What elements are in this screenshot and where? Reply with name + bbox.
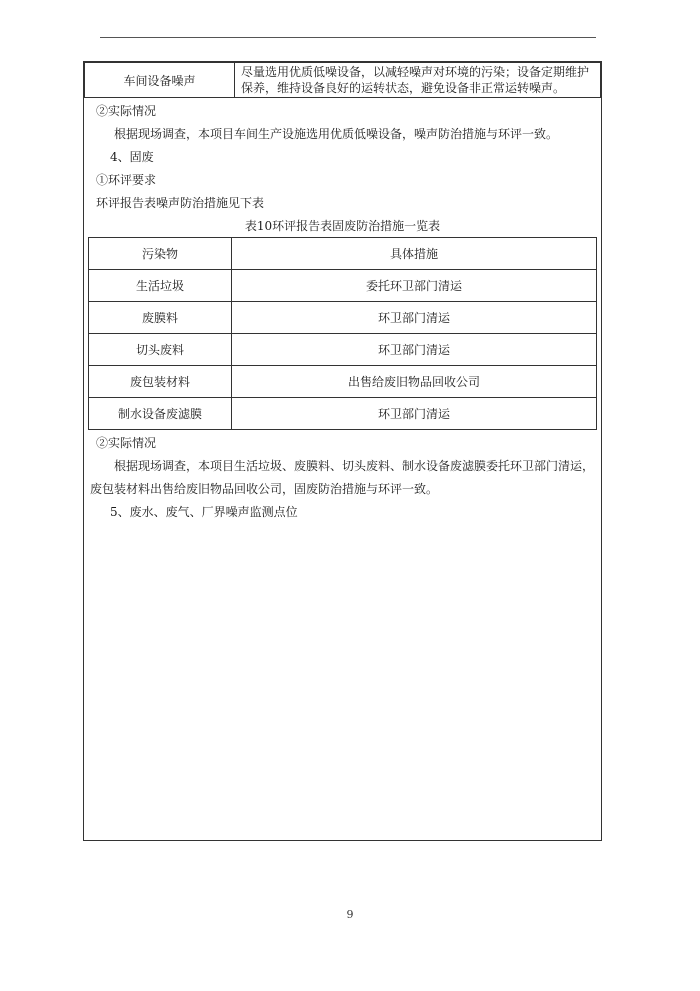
table-header-row [89,238,597,270]
solid-waste-intro: 环评报告表噪声防治措施见下表 [96,196,265,210]
pollutant-cell: 废膜料 [89,302,232,334]
pollutant-cell: 生活垃圾 [89,270,232,302]
table-row [89,366,597,398]
monitoring-section-title: 5、废水、废气、厂界噪声监测点位 [110,505,298,519]
solid-waste-table [88,237,597,430]
table-row [89,270,597,302]
table-row [89,334,597,366]
table-row [85,63,601,98]
page-number: 9 [346,908,354,921]
noise-measure-cell: 尽量选用优质低噪设备，以减轻噪声对环境的污染；设备定期维护保养，维持设备良好的运转状态，避免设备非正常运转噪声。 [235,63,601,98]
measure-cell: 环卫部门清运 [232,398,597,430]
pollutant-cell: 切头废料 [89,334,232,366]
noise-measures-table [84,62,601,98]
solid-waste-actual-heading: ②实际情况 [96,436,157,450]
noise-actual-text: 根据现场调查，本项目车间生产设施选用优质低噪设备，噪声防治措施与环评一致。 [114,127,559,141]
content-inner [88,62,597,524]
measure-cell: 委托环卫部门清运 [232,270,597,302]
measure-cell: 环卫部门清运 [232,334,597,366]
table-row [89,302,597,334]
column-header: 污染物 [89,238,232,270]
noise-source-cell: 车间设备噪声 [85,63,235,98]
table-row [89,398,597,430]
solid-waste-table-caption: 表10环评报告表固废防治措施一览表 [244,219,441,233]
pollutant-cell: 废包装材料 [89,366,232,398]
column-header: 具体措施 [232,238,597,270]
solid-waste-section-title: 4、固废 [110,150,154,164]
content-frame [83,61,602,841]
measure-cell: 出售给废旧物品回收公司 [232,366,597,398]
solid-waste-actual-text: 根据现场调查，本项目生活垃圾、废膜料、切头废料、制水设备废滤膜委托环卫部门清运，废包装材料出售给废旧物品回收公司，固废防治措施与环评一致。 [90,459,595,496]
pollutant-cell: 制水设备废滤膜 [89,398,232,430]
noise-actual-heading: ②实际情况 [96,104,157,118]
solid-waste-requirement-heading: ①环评要求 [96,173,157,187]
measure-cell: 环卫部门清运 [232,302,597,334]
header-rule [100,37,596,38]
